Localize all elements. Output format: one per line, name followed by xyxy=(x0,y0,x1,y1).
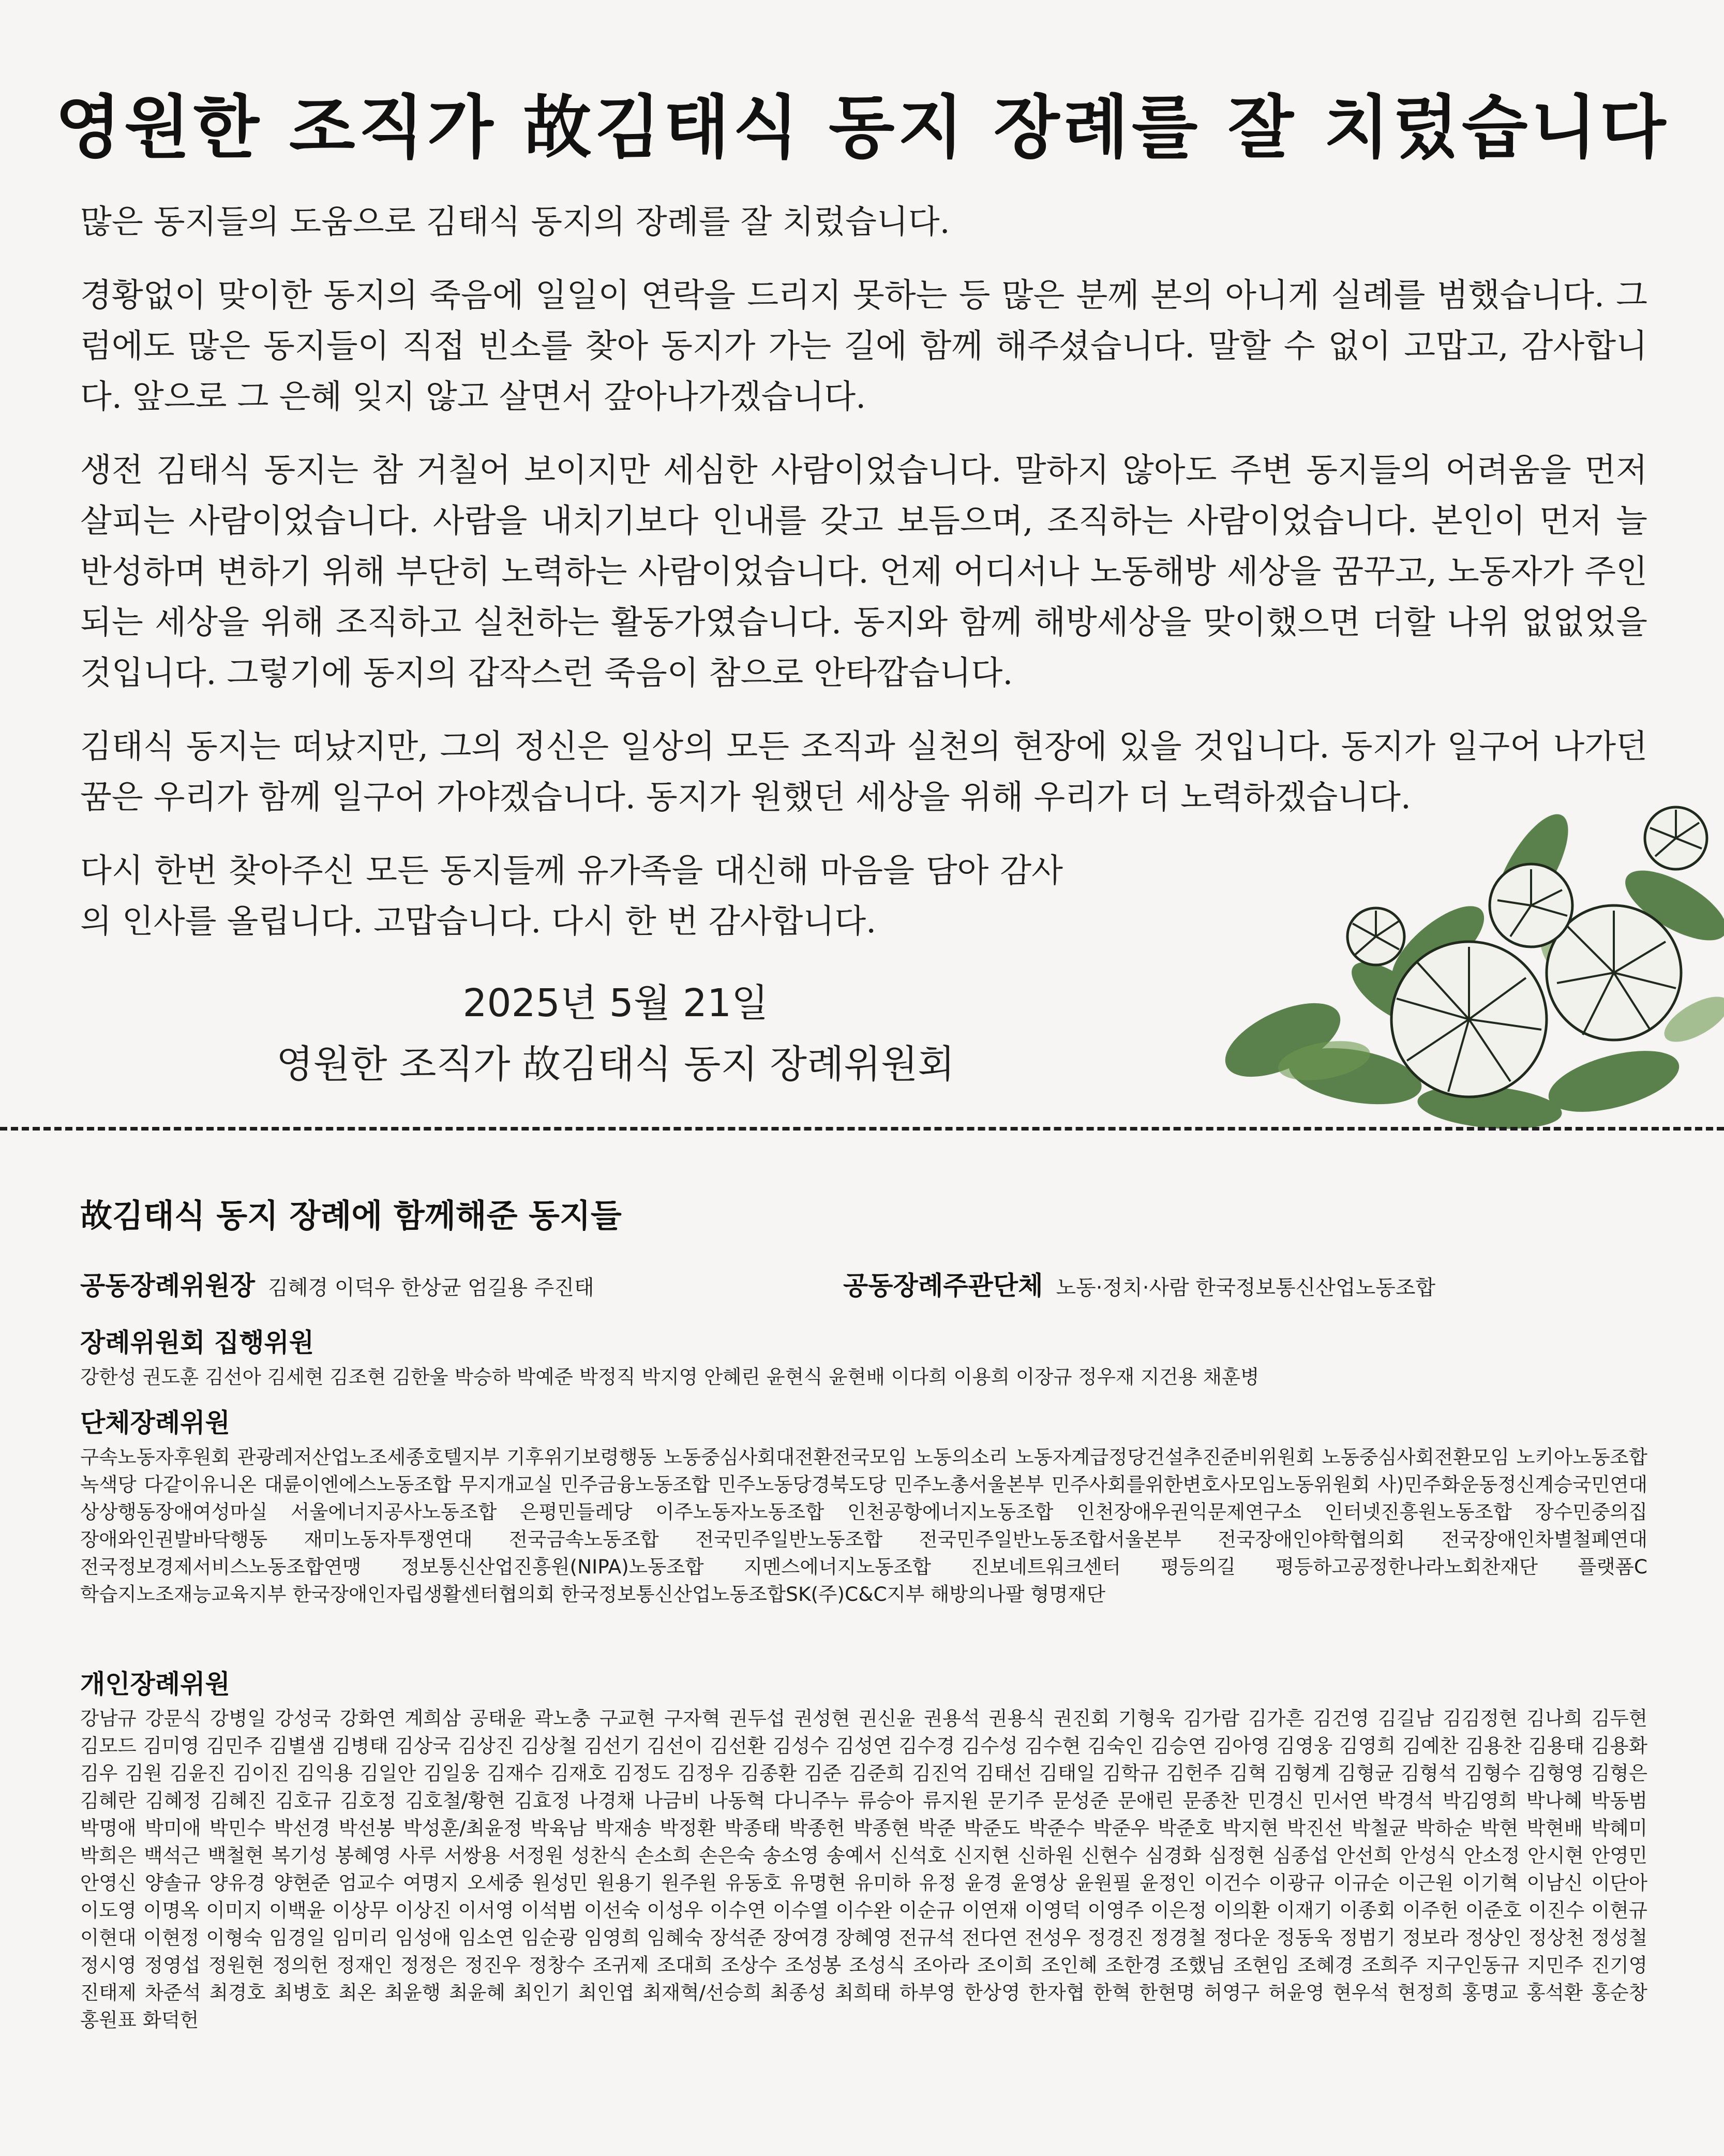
individuals-block xyxy=(80,1663,1647,2034)
participants-title: 故김태식 동지 장례에 함께해준 동지들 xyxy=(80,1197,622,1235)
co-hosts-label: 공동장례주관단체 xyxy=(843,1271,1043,1301)
individuals-label: 개인장례위원 xyxy=(80,1669,230,1699)
organizations-block xyxy=(80,1402,1647,1608)
co-chairs-row xyxy=(80,1265,594,1302)
chrysanthemum-illustration xyxy=(1221,750,1724,1133)
paragraph-2: 경황없이 맞이한 동지의 죽음에 일일이 연락을 드리지 못하는 등 많은 분께 본의 아니게 실례를 범했습니다. 그럼에도 많은 동지들이 직접 빈소를 찾아 동지가 가는 길에 함께 해주셨습니다. 말할 수 없이 고맙고, 감사합니다. 앞으로 그 은혜 잊지 않고 살면서 갚아나가겠습니다. xyxy=(80,276,1647,415)
co-hosts-names: 노동·정치·사람 한국정보통신산업노동조합 xyxy=(1056,1276,1436,1300)
individuals-names: 강남규 강문식 강병일 강성국 강화연 계희삼 공태윤 곽노충 구교현 구자혁 권두섭 권성현 권신윤 권용석 권용식 권진회 기형욱 김가람 김가흔 김건영 김길남 김김정현 김나희 김두현 김모드 김미영 김민주 김별샘 김병태 김상국 김상진 김상철 김선기 김선이 김선환 김성수 김성연 김수경 김수성 김수현 김숙인 김승연 김아영 김영웅 김영희 김예찬 김용찬 김용태 김용화 김우 김원 김윤진 김이진 김익용 김일안 김일웅 김재수 김재호 김정도 김정우 김종환 김준 김준희 김진억 김태선 김태일 김학규 김헌주 김혁 김형계 김형균 김형석 김형수 김형영 김형은 김혜란 김혜정 김혜진 김호규 김호정 김호철/황현 김효정 나경채 나금비 나동혁 다니주누 류승아 류지원 문기주 문성준 문애린 문종찬 민경신 민서연 박경석 박김영희 박나혜 박동범 박명애 박미애 박민수 박선경 박선봉 박성훈/최윤정 박육남 박재송 박정환 박종태 박종헌 박종현 박준 박준도 박준수 박준우 박준호 박지현 박진선 박철균 박하순 박현 박현배 박혜미 박희은 백석근 백철현 복기성 봉혜영 사루 서쌍용 서정원 성찬식 손소희 손은숙 송소영 송예서 신석호 신지현 신하원 신현수 심경화 심정현 심종섭 안선희 안성식 안소정 안시현 안영민 안영신 양솔규 양유경 양현준 엄교수 여명지 오세중 원성민 원용기 원주원 유동호 유명현 유미하 유정 윤경 윤영상 윤원필 윤정인 이건수 이광규 이규순 이근원 이기혁 이남신 이단아 이도영 이명옥 이미지 이백윤 이상무 이상진 이서영 이석범 이선숙 이성우 이수연 이수열 이수완 이순규 이연재 이영덕 이영주 이은정 이의환 이재기 이종회 이주헌 이준호 이진수 이현규 이현대 이현정 이형숙 임경일 임미리 임성애 임소연 임순광 임영희 임혜숙 장석준 장여경 장혜영 전규석 전다연 전성우 정경진 정경철 정다운 정동욱 정범기 정보라 정상인 정상천 정성철 정시영 정영섭 정원현 정의헌 정재인 정정은 정진우 정창수 조귀제 조대희 조상수 조성봉 조성식 조아라 조이희 조인혜 조한경 조했님 조현임 조혜경 조희주 지구인동규 지민주 진기영 진태제 차준석 최경호 최병호 최온 최윤행 최윤혜 최인기 최인엽 최재혁/선승희 최종성 최희태 하부영 한상영 한자협 한혁 한현명 허영구 허윤영 현우석 현정희 홍명교 홍석환 홍순창 홍원표 화덕헌 xyxy=(80,1707,1647,2031)
executive-label: 장례위원회 집행위원 xyxy=(80,1328,314,1358)
executive-names: 강한성 권도훈 김선아 김세현 김조현 김한울 박승하 박예준 박정직 박지영 안혜린 윤현식 윤현배 이다희 이용희 이장규 정우재 지건용 채훈병 xyxy=(80,1365,1260,1388)
organizations-label: 단체장례위원 xyxy=(80,1408,230,1438)
section-divider xyxy=(0,1127,1724,1131)
page-title: 영원한 조직가 故김태식 동지 장례를 잘 치렀습니다 xyxy=(55,87,1669,168)
co-chairs-label: 공동장례위원장 xyxy=(80,1271,256,1301)
paragraph-3: 생전 김태식 동지는 참 거칠어 보이지만 세심한 사람이었습니다. 말하지 않아도 주변 동지들의 어려움을 먼저 살피는 사람이었습니다. 사람을 내치기보다 인내를 갖고 보듬으며, 조직하는 사람이었습니다. 본인이 먼저 늘 반성하며 변하기 위해 부단히 노력하는 사람이었습니다. 언제 어디서나 노동해방 세상을 꿈꾸고, 노동자가 주인 되는 세상을 위해 조직하고 실천하는 활동가였습니다. 동지와 함께 해방세상을 맞이했으면 더할 나위 없없었을 것입니다. 그렇기에 동지의 갑작스런 죽음이 참으로 안타깝습니다. xyxy=(80,451,1647,692)
paragraph-1: 많은 동지들의 도움으로 김태식 동지의 장례를 잘 치렀습니다. xyxy=(80,203,950,241)
organizations-names: 구속노동자후원회 관광레저산업노조세종호텔지부 기후위기보령행동 노동중심사회대전환전국모임 노동의소리 노동자계급정당건설추진준비위원회 노동중심사회전환모임 노키아노동조합 녹색당 다같이유니온 대륜이엔에스노동조합 무지개교실 민주금융노동조합 민주노동당경북도당 민주노총서울본부 민주사회를위한변호사모임노동위원회 사)민주화운동정신계승국민연대 상상행동장애여성마실 서울에너지공사노동조합 은평민들레당 이주노동자노동조합 인천공항에너지노동조합 인천장애우권익문제연구소 인터넷진흥원노동조합 장수민중의집 장애와인권발바닥행동 재미노동자투쟁연대 전국금속노동조합 전국민주일반노동조합 전국민주일반노동조합서울본부 전국장애인야학협의회 전국장애인차별철폐연대 전국정보경제서비스노동조합연맹 정보통신산업진흥원(NIPA)노동조합 지멘스에너지노동조합 진보네트워크센터 평등의길 평등하고공정한나라노회찬재단 플랫폼C 학습지노조재능교육지부 한국장애인자립생활센터협의회 한국정보통신산업노동조합SK(주)C&C지부 해방의나팔 형명재단 xyxy=(80,1446,1647,1605)
letter-date: 2025년 5월 21일 xyxy=(462,981,769,1025)
co-hosts-row xyxy=(843,1265,1435,1302)
paragraph-5: 다시 한번 찾아주신 모든 동지들께 유가족을 대신해 마음을 담아 감사의 인사를 올립니다. 고맙습니다. 다시 한 번 감사합니다. xyxy=(80,852,1063,940)
co-chairs-names: 김혜경 이덕우 한상균 엄길용 주진태 xyxy=(268,1276,594,1300)
letter-signature: 영원한 조직가 故김태식 동지 장례위원회 xyxy=(276,1042,955,1087)
paragraph-4: 김태식 동지는 떠났지만, 그의 정신은 일상의 모든 조직과 실천의 현장에 있을 것입니다. 동지가 일구어 나가던 꿈은 우리가 함께 일구어 가야겠습니다. 동지가 원했던 세상을 위해 우리가 더 노력하겠습니다. xyxy=(80,727,1647,816)
date-signature xyxy=(207,973,1024,1095)
executive-block xyxy=(80,1322,1647,1391)
